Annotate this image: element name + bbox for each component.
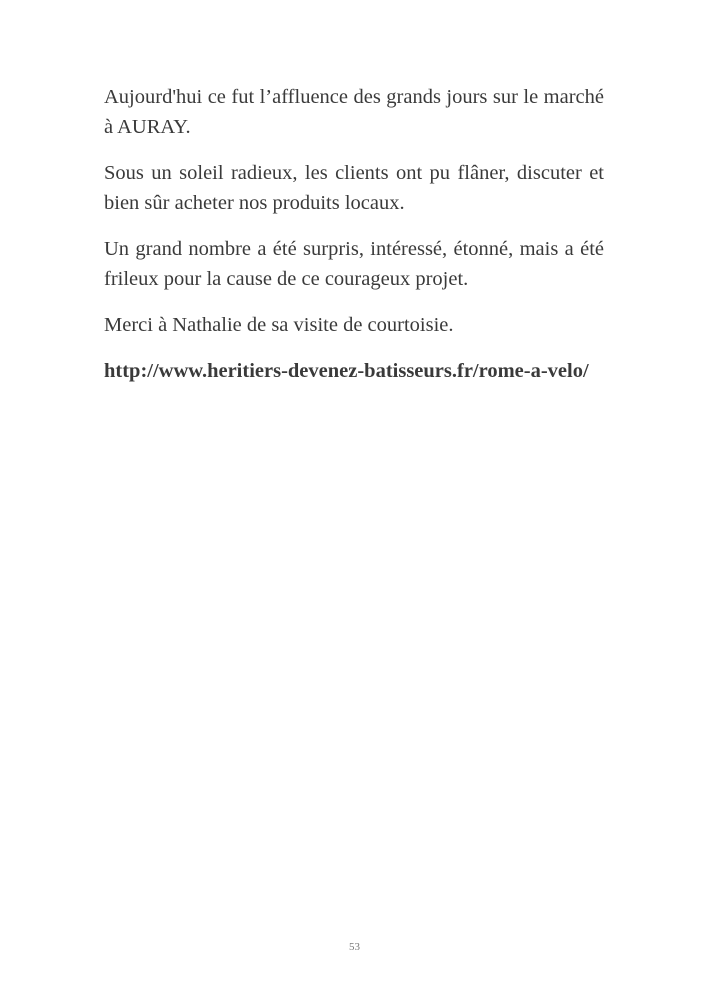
project-url-link[interactable]: http://www.heritiers-devenez-batisseurs.fr/rome-a-velo/ xyxy=(104,360,589,382)
page-number: 53 xyxy=(349,941,360,953)
paragraph-sunny-day: Sous un soleil radieux, les clients ont pu flâner, discuter et bien sûr acheter nos produits locaux. xyxy=(104,162,604,214)
page-body xyxy=(104,82,604,386)
paragraph-market-affluence: Aujourd'hui ce fut l’affluence des grands jours sur le marché à AURAY. xyxy=(104,86,604,138)
paragraph-visitors-reaction: Un grand nombre a été surpris, intéressé, étonné, mais a été frileux pour la cause de ce courageux projet. xyxy=(104,238,604,290)
paragraph-thanks: Merci à Nathalie de sa visite de courtoisie. xyxy=(104,314,454,336)
